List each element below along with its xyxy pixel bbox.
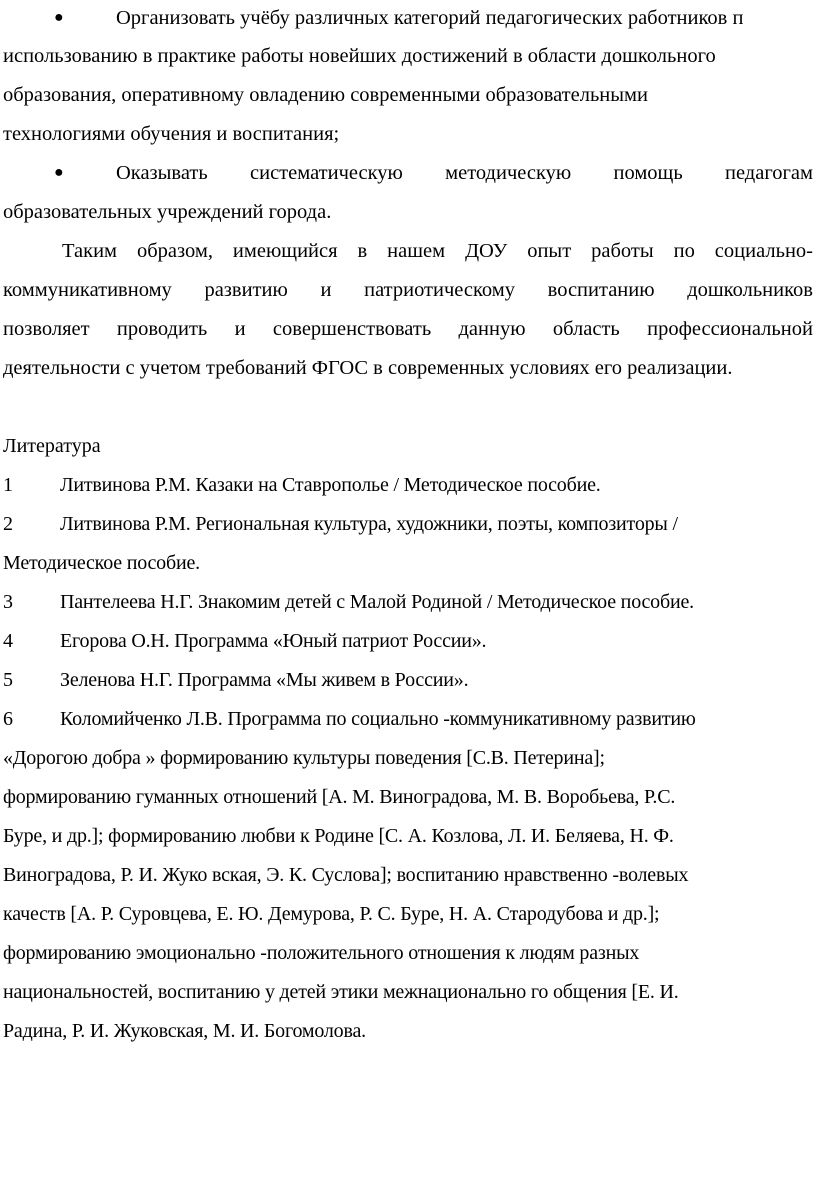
paragraph-line <box>3 317 813 341</box>
paragraph-line <box>62 239 813 263</box>
reference-number: 2 <box>3 513 13 535</box>
word: развитию <box>204 279 288 301</box>
word: Оказывать <box>116 162 208 184</box>
reference-number: 4 <box>3 630 13 652</box>
bullet-marker: ● <box>54 164 64 181</box>
reference-text: Литвинова Р.М. Региональная культура, художники, поэты, композиторы / <box>60 513 678 535</box>
word: область <box>552 318 620 340</box>
word: коммуникативному <box>3 279 172 301</box>
reference-text: Радина, Р. И. Жуковская, М. И. Богомолова. <box>3 1020 366 1042</box>
bullet-text-line: технологиями обучения и воспитания; <box>3 123 340 145</box>
bullet-text-line: образовательных учреждений города. <box>3 201 332 223</box>
word: проводить <box>116 318 208 340</box>
word: ДОУ <box>465 240 508 262</box>
word: в <box>357 240 368 262</box>
reference-text: формированию эмоционально -положительного отношения к людям разных <box>3 942 640 964</box>
word: помощь <box>613 162 683 184</box>
reference-text: формированию гуманных отношений [А. М. Виноградова, М. В. Воробьева, Р.С. <box>3 786 676 808</box>
bullet-text-line: образования, оперативному овладению современными образовательными <box>3 84 648 106</box>
reference-number: 6 <box>3 708 13 730</box>
reference-text: Методическое пособие. <box>3 552 200 574</box>
bullet-marker: ● <box>54 9 64 26</box>
bullet-text-line <box>116 161 813 185</box>
reference-text: Егорова О.Н. Программа «Юный патриот России». <box>60 630 487 652</box>
bullet-text-line: использованию в практике работы новейших достижений в области дошкольного <box>3 45 716 67</box>
word: и <box>234 318 246 340</box>
literature-heading: Литература <box>3 435 101 457</box>
word: образом, <box>136 240 213 262</box>
reference-text: Виноградова, Р. И. Жуко вская, Э. К. Суслова]; воспитанию нравственно -волевых <box>3 864 689 886</box>
word: систематическую <box>250 162 403 184</box>
reference-text: Литвинова Р.М. Казаки на Ставрополье / Методическое пособие. <box>60 474 601 496</box>
word: и <box>320 279 332 301</box>
word: воспитанию <box>547 279 655 301</box>
word: опыт <box>527 240 572 262</box>
word: методическую <box>445 162 572 184</box>
word: данную <box>458 318 526 340</box>
word: имеющийся <box>232 240 338 262</box>
word: нашем <box>387 240 446 262</box>
reference-number: 3 <box>3 591 13 613</box>
reference-text: «Дорогою добра » формированию культуры поведения [С.В. Петерина]; <box>3 747 605 769</box>
bullet-text-line: Организовать учёбу различных категорий педагогических работников п <box>116 7 744 29</box>
paragraph-line <box>3 278 813 302</box>
reference-text: качеств [А. Р. Суровцева, Е. Ю. Демурова, Р. С. Буре, Н. А. Стародубова и др.]; <box>3 903 660 925</box>
reference-text: Буре, и др.]; формированию любви к Родине [С. А. Козлова, Л. И. Беляева, Н. Ф. <box>3 825 674 847</box>
word: профессиональной <box>647 318 813 340</box>
word: социально- <box>714 240 813 262</box>
word: педагогам <box>724 162 813 184</box>
word: работы <box>591 240 654 262</box>
reference-number: 1 <box>3 474 13 496</box>
word: совершенствовать <box>272 318 432 340</box>
word: позволяет <box>3 318 90 340</box>
reference-text: Зеленова Н.Г. Программа «Мы живем в России». <box>60 669 469 691</box>
paragraph-line: деятельности с учетом требований ФГОС в современных условиях его реализации. <box>3 357 733 379</box>
word: дошкольников <box>687 279 813 301</box>
word: Таким <box>62 240 118 262</box>
reference-number: 5 <box>3 669 13 691</box>
reference-text: Коломийченко Л.В. Программа по социально -коммуникативному развитию <box>60 708 696 730</box>
word: по <box>673 240 695 262</box>
reference-text: Пантелеева Н.Г. Знакомим детей с Малой Родиной / Методическое пособие. <box>60 591 694 613</box>
word: патриотическому <box>364 279 515 301</box>
reference-text: национальностей, воспитанию у детей этики межнационально го общения [Е. И. <box>3 981 679 1003</box>
